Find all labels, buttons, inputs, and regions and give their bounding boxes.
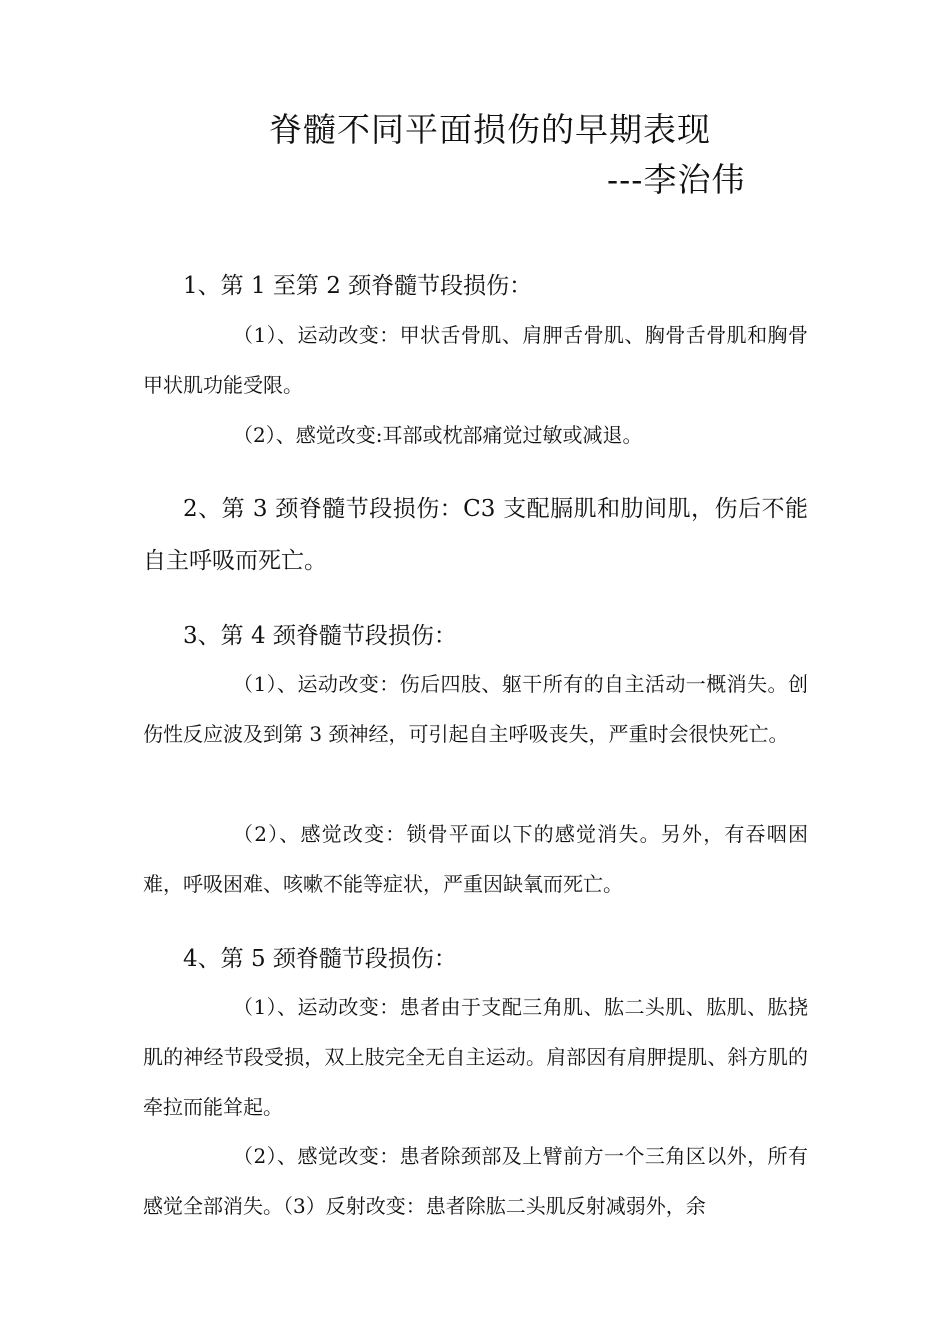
section-2-paragraph: 2、第 3 颈脊髓节段损伤：C3 支配膈肌和肋间肌，伤后不能自主呼吸而死亡。 [143,496,808,574]
section-4-heading: 4、第 5 颈脊髓节段损伤： [183,946,457,972]
section-1-motor-paragraph: （1）、运动改变：甲状舌骨肌、肩胛舌骨肌、胸骨舌骨肌和胸骨甲状肌功能受限。 [143,323,808,397]
section-3-sensory-paragraph: （2）、感觉改变：锁骨平面以下的感觉消失。另外，有吞咽困难，呼吸困难、咳嗽不能等症状，严重因缺氧而死亡。 [143,822,808,896]
section-3-motor-paragraph: （1）、运动改变：伤后四肢、躯干所有的自主活动一概消失。创伤性反应波及到第 3 颈神经，可引起自主呼吸丧失，严重时会很快死亡。 [143,672,808,746]
section-4-motor-paragraph: （1）、运动改变：患者由于支配三角肌、肱二头肌、肱肌、肱挠肌的神经节段受损，双上肢完全无自主运动。肩部因有肩胛提肌、斜方肌的牵拉而能耸起。 [143,995,808,1119]
document-title: 脊髓不同平面损伤的早期表现 [269,110,711,149]
section-3-heading: 3、第 4 颈脊髓节段损伤： [183,623,457,649]
section-4-sensory-paragraph: （2）、感觉改变：患者除颈部及上臂前方一个三角区以外，所有感觉全部消失。（3）反射改变：患者除肱二头肌反射减弱外，余 [143,1144,808,1218]
section-1-heading: 1、第 1 至第 2 颈脊髓节段损伤： [183,273,533,299]
section-1-sensory-paragraph: （2）、感觉改变:耳部或枕部痛觉过敏或减退。 [233,423,643,447]
document-author: ---李治伟 [607,160,746,199]
